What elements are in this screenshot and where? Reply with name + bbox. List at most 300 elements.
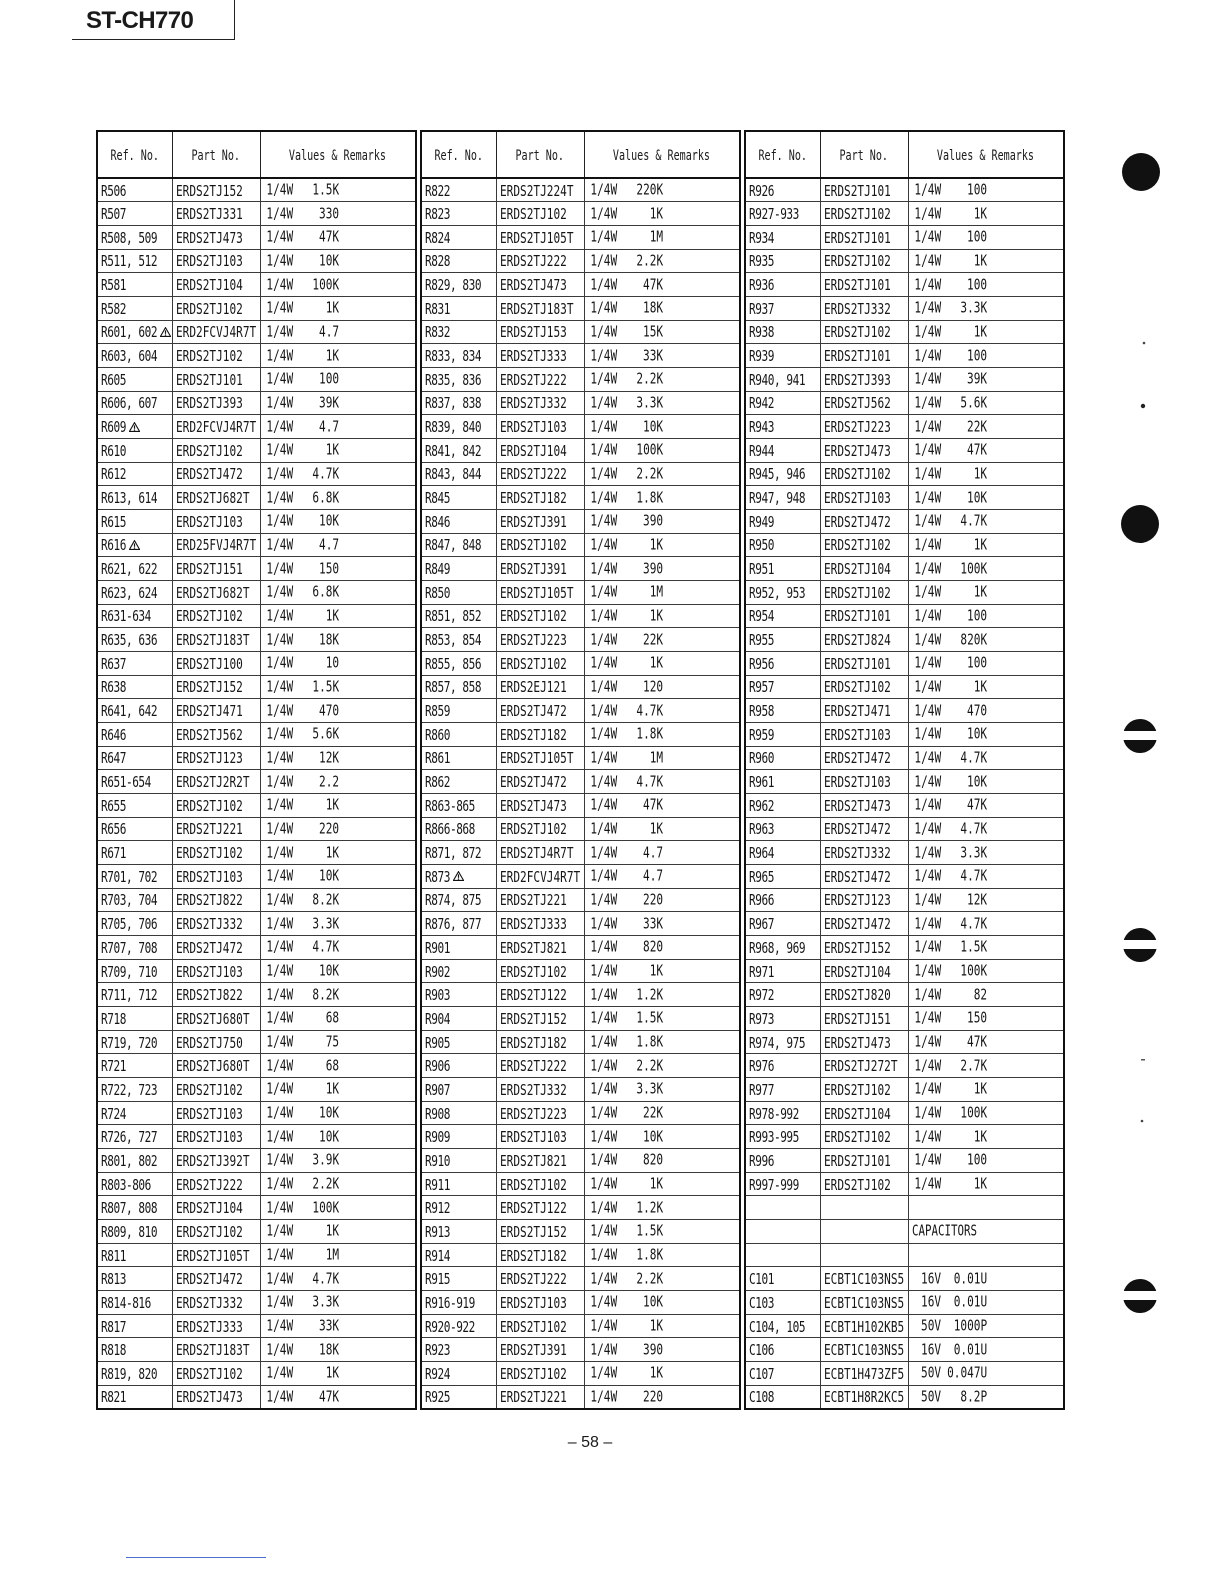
part-no-cell [172,296,260,320]
part-no: ERDS2TJ824 [823,631,891,650]
table-row [97,273,416,297]
rating: 1/4W [266,985,293,1004]
value: 1.5K [636,1008,663,1027]
ref-no-cell [421,225,496,249]
part-no-cell [496,1149,584,1173]
ref-no: R966 [749,891,774,910]
table-row [97,888,416,912]
values-cell [260,1362,416,1386]
ref-no-cell [97,959,172,983]
values-cell [908,888,1064,912]
table-row [421,1314,740,1338]
part-no: ERDS2TJ101 [823,1151,891,1170]
table-row [745,959,1064,983]
ref-no-cell [97,202,172,226]
rating: 1/4W [590,630,617,649]
rating: 1/4W [266,1316,293,1335]
ref-no-cell [421,1101,496,1125]
table-row [745,391,1064,415]
part-no: ERDS2TJ332 [175,915,243,934]
table-row [421,225,740,249]
ref-no: R845 [425,489,450,508]
value: 120 [642,677,663,696]
values-cell [584,1125,740,1149]
values-cell [908,225,1064,249]
part-no: ERDS2TJ391 [499,560,567,579]
registration-dot-small [1141,404,1145,408]
value: 68 [325,1008,339,1027]
part-no-cell [172,1267,260,1291]
values-cell [260,628,416,652]
part-no: ERDS2TJ104 [175,1199,243,1218]
ref-no: R635, 636 [101,631,158,650]
ref-no: R719, 720 [101,1033,158,1052]
values-cell [260,509,416,533]
values-cell [908,1220,1064,1244]
ref-no: R655 [101,796,126,815]
rating: 1/4W [590,653,617,672]
rating: 1/4W [266,322,293,341]
values-cell [584,1078,740,1102]
ref-no-cell [421,1362,496,1386]
rating: 1/4W [590,866,617,885]
part-no: ECBT1H102KB5 [823,1317,904,1336]
rating: 1/4W [266,866,293,885]
part-no: ERDS2TJ102 [823,252,891,271]
part-no-cell [820,1362,908,1386]
rating: 1/4W [914,393,941,412]
part-no: ERDS2TJ105T [499,228,574,247]
table-row [421,509,740,533]
ref-no-cell [745,178,820,202]
values-cell [584,651,740,675]
part-no-cell [172,959,260,983]
values-cell [908,1196,1064,1220]
part-no-cell [496,273,584,297]
part-no: ERDS2TJ101 [823,276,891,295]
table-row [421,533,740,557]
values-cell [584,699,740,723]
ref-no: R651-654 [101,773,151,792]
part-no-cell [820,225,908,249]
part-no-header-label: Part No. [839,148,889,164]
ref-no-cell [421,699,496,723]
part-no: ERDS2EJ121 [499,678,567,697]
ref-no-cell [97,273,172,297]
values-cell [260,675,416,699]
part-no-cell [172,1220,260,1244]
ref-no: R818 [101,1341,126,1360]
ref-no: R945, 946 [749,465,806,484]
rating: 1/4W [914,985,941,1004]
value: 100K [636,440,663,459]
part-no: ERDS2TJ182 [499,1033,567,1052]
value: 100 [318,369,339,388]
rating: 1/4W [914,772,941,791]
part-no-cell [172,557,260,581]
ref-no: R947, 948 [749,489,806,508]
value: 1K [325,346,339,365]
part-no: ERDS2TJ223 [499,631,567,650]
rating: 1/4W [590,1245,617,1264]
ref-no-cell [421,1314,496,1338]
ref-no: R671 [101,844,126,863]
value: 330 [318,204,339,222]
value: 1K [973,322,987,341]
safety-warning-icon [160,327,171,337]
rating: 1/4W [266,1056,293,1075]
part-no: ERDS2TJ221 [499,891,567,910]
ref-no-cell [745,1267,820,1291]
table-row [745,983,1064,1007]
table-row [421,770,740,794]
part-no: ERDS2TJ472 [175,938,243,957]
values-cell [908,296,1064,320]
value: 1K [325,795,339,814]
part-no: ERDS2TJ103 [499,418,567,437]
ref-no-cell [745,509,820,533]
ref-no: R612 [101,465,126,484]
values-cell [260,1149,416,1173]
part-no-header-label: Part No. [515,148,565,164]
part-no: ERDS2TJ472 [823,749,891,768]
part-no: ERDS2TJ102 [175,1222,243,1241]
part-no: ERDS2TJ473 [175,1388,243,1407]
ref-no-cell [97,1196,172,1220]
ref-no: R847, 848 [425,536,482,555]
part-no: ERDS2TJ152 [175,181,243,200]
values-cell [908,699,1064,723]
ref-no: R925 [425,1388,450,1407]
part-no: ECBT1H8R2KC5 [823,1388,904,1407]
part-no-cell [172,912,260,936]
part-no: ERDS2TJ123 [823,891,891,910]
value: 75 [325,1032,339,1051]
part-no-cell [172,225,260,249]
empty-row [745,1196,1064,1220]
ref-no-cell [97,936,172,960]
parts-table-2 [420,130,741,1410]
ref-no: R831 [425,299,450,318]
part-no: ERDS2TJ333 [499,915,567,934]
ref-no: R934 [749,228,774,247]
value: 0.01U [953,1269,987,1288]
values-cell [584,1243,740,1267]
values-cell [260,225,416,249]
ref-no-cell [421,604,496,628]
ref-no: R846 [425,512,450,531]
rating: 1/4W [590,464,617,483]
registration-dot [1122,153,1160,191]
part-no-cell [496,296,584,320]
part-no-cell [820,604,908,628]
ref-no-cell [97,983,172,1007]
part-no: ERD2FCVJ4R7T [175,418,256,437]
part-no-cell [172,415,260,439]
rating: 1/4W [266,748,293,767]
rating: 1/4W [266,1363,293,1382]
table-row [745,1125,1064,1149]
ref-no-cell [745,1362,820,1386]
value: 1.5K [312,677,339,696]
ref-no-cell [745,888,820,912]
rating: 1/4W [590,1269,617,1288]
value: 1K [649,653,663,672]
part-no: ERDS2TJ102 [175,796,243,815]
value: 3.3K [960,843,987,862]
registration-split-mark [1118,1279,1162,1313]
table-row [745,746,1064,770]
values-cell [260,1314,416,1338]
ref-no: R951 [749,560,774,579]
ref-no-cell [421,936,496,960]
rating: 1/4W [914,582,941,601]
values-cell [260,415,416,439]
ref-no: R707, 708 [101,938,158,957]
rating: 1/4W [590,724,617,743]
value: 2.2K [636,369,663,388]
values-cell [260,722,416,746]
part-no-cell [496,249,584,273]
value: 2.7K [960,1056,987,1075]
ref-no: R976 [749,1057,774,1076]
part-no: ERDS2TJ222 [499,465,567,484]
values-cell [584,746,740,770]
rating: 1/4W [266,180,293,199]
registration-split-mark [1118,928,1162,962]
ref-no: R968, 969 [749,938,806,957]
part-no: ERDS2TJ182 [499,489,567,508]
table-row [421,296,740,320]
values-cell [260,864,416,888]
ref-no: R601, 602 [101,323,158,342]
ref-no-cell [745,296,820,320]
part-no-cell [496,722,584,746]
part-no: ERDS2TJ682T [175,489,250,508]
part-no-cell [172,770,260,794]
ref-no-cell [97,367,172,391]
values-header-label: Values & Remarks [937,148,1035,164]
ref-no-cell [97,320,172,344]
values-cell [908,415,1064,439]
part-no-cell [172,1101,260,1125]
values-cell [908,651,1064,675]
ref-no: R638 [101,678,126,697]
ref-no-cell [97,1243,172,1267]
part-no: ERDS2TJ473 [175,228,243,247]
values-cell [908,770,1064,794]
part-no-cell [820,273,908,297]
values-cell [908,1078,1064,1102]
ref-no: C103 [749,1293,774,1312]
rating: 1/4W [266,227,293,246]
part-no: ERDS2TJ102 [175,299,243,318]
parts-table-body [97,178,416,1409]
part-no-cell [820,1078,908,1102]
part-no-cell [820,509,908,533]
ref-no: R993-995 [749,1128,799,1147]
ref-no: R511, 512 [101,252,158,271]
rating: 1/4W [914,298,941,317]
table-row [421,438,740,462]
ref-no-cell [97,912,172,936]
ref-no: R874, 875 [425,891,482,910]
part-no: ERDS2TJ102 [823,583,891,602]
ref-no: R839, 840 [425,418,482,437]
values-cell [584,722,740,746]
table-row [421,983,740,1007]
ref-no: C107 [749,1364,774,1383]
ref-no: R949 [749,512,774,531]
part-no-cell [496,462,584,486]
table-row [421,580,740,604]
part-no-cell [496,320,584,344]
table-row [745,1101,1064,1125]
part-no: ERDS2TJ102 [823,323,891,342]
table-row [97,912,416,936]
value: 82 [973,985,987,1004]
ref-no: R959 [749,725,774,744]
table-row [421,1220,740,1244]
table-row [97,415,416,439]
values-cell [584,983,740,1007]
table-row [745,202,1064,226]
part-no-cell [496,367,584,391]
rating: 1/4W [590,1387,617,1406]
ref-no: R641, 642 [101,702,158,721]
ref-no: C106 [749,1341,774,1360]
part-no: ERDS2TJ224T [499,181,574,200]
part-no-cell [820,249,908,273]
values-cell [908,1385,1064,1409]
part-no-cell [820,1314,908,1338]
rating: 1/4W [266,606,293,625]
ref-no: R855, 856 [425,654,482,673]
part-no-cell [172,793,260,817]
scan-speck [1141,1059,1145,1061]
value: 100K [312,1198,339,1217]
table-row [97,320,416,344]
rating: 1/4W [266,1008,293,1027]
value: 33K [642,914,663,933]
part-no-cell [496,1030,584,1054]
table-row [97,959,416,983]
part-no-cell [820,462,908,486]
part-no-header [820,131,908,178]
values-cell [908,1243,1064,1267]
part-no-cell [820,344,908,368]
ref-no-cell [421,983,496,1007]
ref-no-cell [421,628,496,652]
part-no-cell [496,912,584,936]
part-no: ERDS2TJ182 [499,1246,567,1265]
values-cell [584,1220,740,1244]
rating: 1/4W [914,606,941,625]
value: 4.7K [636,701,663,720]
value: 10K [318,1103,339,1122]
ref-no-cell [745,1338,820,1362]
part-no: ERDS2TJ222 [499,1057,567,1076]
ref-no: R967 [749,915,774,934]
values-cell [908,178,1064,202]
part-no: ERDS2TJ393 [175,394,243,413]
ref-no-cell [97,1291,172,1315]
table-row [97,1291,416,1315]
ref-no: R954 [749,607,774,626]
rating: 1/4W [266,393,293,412]
rating: 1/4W [590,677,617,696]
ref-no: R943 [749,418,774,437]
table-row [421,344,740,368]
table-row [745,770,1064,794]
empty-row [745,1243,1064,1267]
part-no-cell [172,344,260,368]
ref-no: R807, 808 [101,1199,158,1218]
values-cell [260,1125,416,1149]
ref-no-cell [745,225,820,249]
part-no-cell [496,1101,584,1125]
table-row [421,675,740,699]
table-row [97,1125,416,1149]
values-cell [908,391,1064,415]
part-no-cell [496,391,584,415]
ref-no-cell [745,1172,820,1196]
table-row [421,959,740,983]
values-cell [584,438,740,462]
value: 0.01U [953,1292,987,1311]
rating: 1/4W [590,440,617,459]
rating: 1/4W [914,843,941,862]
table-row [745,1338,1064,1362]
ref-no-cell [97,415,172,439]
ref-no: R718 [101,1009,126,1028]
part-no: ERDS2TJ102 [499,1317,567,1336]
ref-no: R860 [425,725,450,744]
value: 1K [325,843,339,862]
ref-no: R613, 614 [101,489,158,508]
part-no-cell [172,533,260,557]
ref-no: R996 [749,1151,774,1170]
rating: 1/4W [266,369,293,388]
values-cell [908,438,1064,462]
values-cell [908,793,1064,817]
values-cell [908,344,1064,368]
part-no-cell [820,699,908,723]
ref-no: R829, 830 [425,276,482,295]
ref-no-cell [97,604,172,628]
value: 4.7 [318,322,339,341]
values-cell [260,746,416,770]
values-cell [908,746,1064,770]
part-no-cell [172,651,260,675]
values-cell [908,249,1064,273]
ref-no: R726, 727 [101,1128,158,1147]
ref-no: R862 [425,773,450,792]
rating: 1/4W [590,1150,617,1169]
ref-no-cell [745,391,820,415]
values-cell [260,1030,416,1054]
values-cell [260,817,416,841]
table-row [421,1362,740,1386]
ref-no-cell [745,841,820,865]
values-cell [260,533,416,557]
value: 8.2P [960,1387,987,1406]
part-no-cell [820,1007,908,1031]
ref-no-cell [421,557,496,581]
part-no: ERDS2TJ473 [823,441,891,460]
part-no: ERDS2TJ103 [175,1104,243,1123]
part-no: ERDS2TJ102 [499,205,567,223]
